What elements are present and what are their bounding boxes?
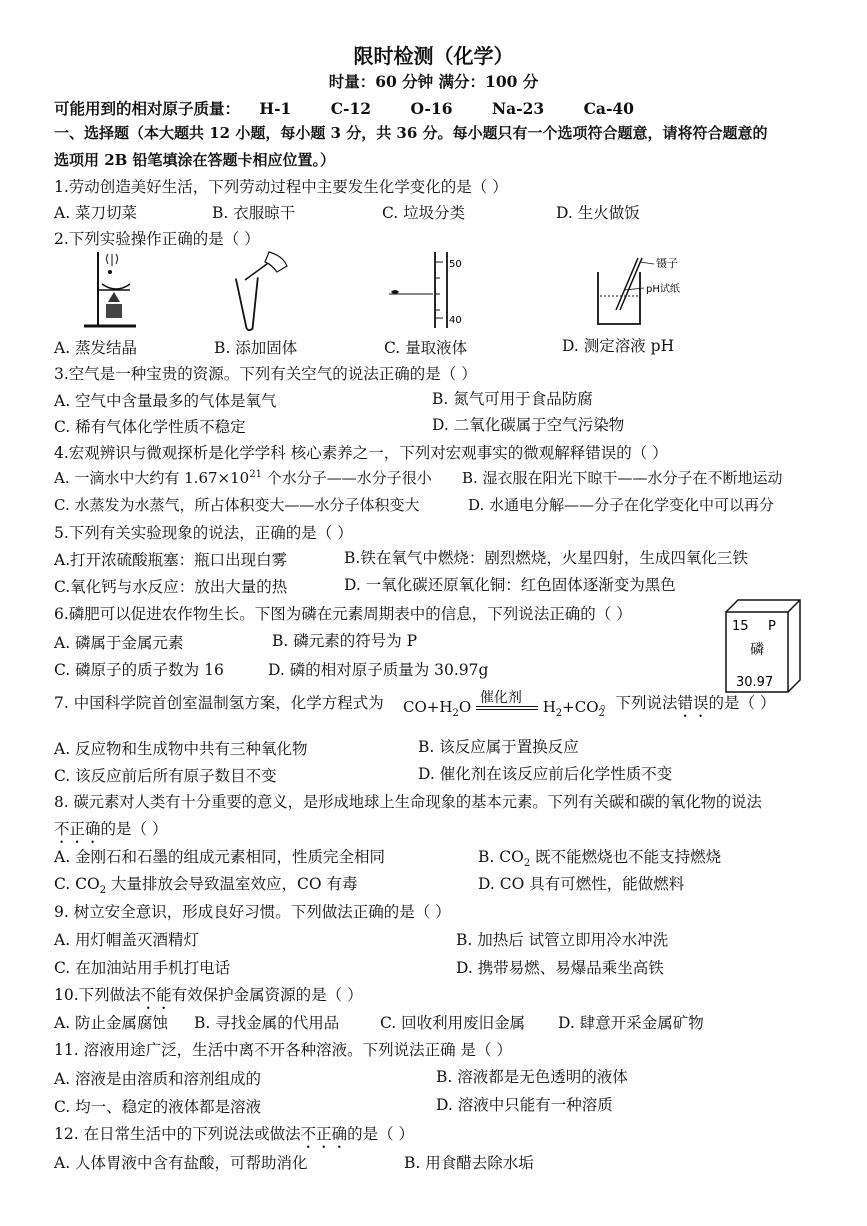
q6-option-d: D. 磷的相对原子质量为 30.97g [268, 661, 489, 679]
q10-stem-post: 有效保护金属资源的是（ ） [171, 986, 363, 1004]
q8-option-c [54, 872, 358, 896]
adding-solid-figure [225, 250, 295, 332]
q11-option-c: C. 均一、稳定的液体都是溶液 [54, 1098, 262, 1116]
evaporation-apparatus-figure [80, 250, 150, 332]
atomic-mass-h: H-1 [259, 99, 292, 118]
q9-option-a: A. 用灯帽盖灭酒精灯 [54, 931, 200, 949]
q6-option-b: B. 磷元素的符号为 P [272, 632, 418, 650]
q5-option-a: A.打开浓硫酸瓶塞：瓶口出现白雾 [54, 551, 288, 569]
q11-stem: 11. 溶液用途广泛，生活中离不开各种溶液。下列说法正确 是（ ） [54, 1041, 512, 1059]
q7-option-a: A. 反应物和生成物中共有三种氧化物 [54, 740, 308, 758]
q7-emphasis: 错误 [677, 694, 709, 712]
eq-reactant-co-h: CO+H [403, 698, 453, 716]
atomic-mass-na: Na-23 [491, 99, 545, 118]
phosphorus-element-card [722, 598, 804, 698]
q8-option-d: D. CO 具有可燃性，能做燃料 [478, 875, 685, 893]
eq-catalyst: 催化剂 [479, 690, 522, 706]
q10-emphasis: 不能 [140, 986, 172, 1004]
eq-product-h: H [542, 698, 556, 716]
q9-option-d: D. 携带易燃、易爆品乘坐高铁 [456, 959, 664, 977]
q3-option-d: D. 二氧化碳属于空气污染物 [432, 416, 625, 434]
q8-c-post: 大量排放会导致温室效应，CO 有毒 [106, 875, 358, 893]
q8-stem-line1: 8. 碳元素对人类有十分重要的意义，是形成地球上生命现象的基本元素。下列有关碳和碳的氧化物的说法 [54, 793, 762, 811]
q10-option-a: A. 防止金属腐蚀 [54, 1014, 169, 1032]
page-title: 限时检测（化学） [353, 44, 514, 68]
ph-paper-label: pH试纸 [646, 284, 680, 295]
q4-option-c: C. 水蒸发为水蒸气，所占体积变大——水分子体积变大 [54, 496, 420, 514]
q3-stem: 3.空气是一种宝贵的资源。下列有关空气的说法正确的是（ ） [54, 365, 477, 383]
q1-option-c: C. 垃圾分类 [382, 204, 466, 222]
q4-stem: 4.宏观辨识与微观探析是化学学科 核心素养之一，下列对宏观事实的微观解释错误的（ ） [54, 444, 668, 462]
q8-option-a: A. 金刚石和石墨的组成元素相同，性质完全相同 [54, 848, 386, 866]
q4-option-b: B. 湿衣服在阳光下晾干——水分子在不断地运动 [462, 469, 783, 487]
q3-option-a: A. 空气中含量最多的气体是氧气 [54, 392, 277, 410]
q5-option-c: C.氧化钙与水反应：放出大量的热 [54, 578, 288, 596]
element-name: 磷 [750, 642, 764, 658]
q10-option-c: C. 回收利用废旧金属 [380, 1014, 526, 1032]
q7-option-b: B. 该反应属于置换反应 [418, 738, 579, 756]
q7-stem: 7. 中国科学院首创室温制氢方案，化学方程式为 [54, 694, 384, 712]
element-symbol: P [768, 619, 776, 634]
tweezers-label: 镊子 [656, 257, 678, 270]
q7-stem-tail [600, 691, 775, 721]
q10-option-d: D. 肆意开采金属矿物 [558, 1014, 704, 1032]
graduated-cylinder-figure [385, 248, 470, 333]
q7-stem-tail-pre: 。下列说法 [600, 694, 678, 712]
q12-stem-post: 的是（ ） [347, 1125, 415, 1143]
q8-b-sub: 2 [523, 858, 531, 870]
q2-stem: 2.下列实验操作正确的是（ ） [54, 230, 260, 248]
element-atomic-number: 15 [732, 619, 749, 634]
atomic-mass-row [54, 97, 634, 119]
q10-stem-pre: 10.下列做法 [54, 986, 141, 1004]
q12-stem-pre: 12. 在日常生活中的下列说法或做法 [54, 1125, 301, 1143]
eq-sub-h2: 2 [555, 708, 563, 719]
q9-option-c: C. 在加油站用手机打电话 [54, 959, 231, 977]
section-heading-line1: 一、选择题（本大题共 12 小题，每小题 3 分，共 36 分。每小题只有一个选项符合题意，请将符合题意的 [54, 124, 768, 142]
q4-a-post: 个水分子——水分子很小 [261, 469, 432, 487]
q7-option-c: C. 该反应前后所有原子数目不变 [54, 767, 277, 785]
q11-option-d: D. 溶液中只能有一种溶质 [436, 1096, 613, 1114]
q5-option-d: D. 一氧化碳还原氧化铜：红色固体逐渐变为黑色 [344, 576, 676, 594]
q11-option-b: B. 溶液都是无色透明的液体 [436, 1068, 628, 1086]
element-atomic-mass: 30.97 [736, 675, 774, 690]
q7-option-d: D. 催化剂在该反应前后化学性质不变 [418, 765, 673, 783]
q10-stem [54, 983, 363, 1013]
q8-emphasis: 不正确 [54, 820, 101, 838]
q6-stem: 6.磷肥可以促进农作物生长。下图为磷在元素周期表中的信息，下列说法正确的（ ） [54, 605, 632, 623]
cylinder-scale-top: 50 [449, 259, 462, 270]
q6-option-c: C. 磷原子的质子数为 16 [54, 661, 224, 679]
q6-option-a: A. 磷属于金属元素 [54, 634, 184, 652]
cylinder-scale-bottom: 40 [449, 315, 462, 326]
section-heading-line2: 选项用 2B 铅笔填涂在答题卡相应位置。） [54, 151, 336, 169]
eq-product-co: +CO [562, 698, 599, 716]
q12-emphasis: 不正确 [300, 1125, 348, 1143]
q8-stem-line2 [54, 817, 167, 847]
q10-option-b: B. 寻找金属的代用品 [194, 1014, 340, 1032]
eq-sub-h2o: 2 [452, 708, 459, 719]
ph-test-figure [594, 250, 704, 330]
atomic-mass-label: 可能用到的相对原子质量： [54, 99, 241, 118]
q2-option-d: D. 测定溶液 pH [562, 337, 675, 355]
q4-a-pre: A. 一滴水中大约有 1.67×10 [54, 469, 250, 487]
q4-option-d: D. 水通电分解——分子在化学变化中可以再分 [468, 496, 775, 514]
atomic-mass-ca: Ca-40 [583, 99, 634, 118]
q9-stem: 9. 树立安全意识，形成良好习惯。下列做法正确的是（ ） [54, 903, 451, 921]
q5-stem: 5.下列有关实验现象的说法，正确的是（ ） [54, 524, 353, 542]
atomic-mass-c: C-12 [330, 99, 372, 118]
q9-option-b: B. 加热后 试管立即用冷水冲洗 [456, 931, 669, 949]
q8-stem-tail: 的是（ ） [100, 820, 168, 838]
q1-option-b: B. 衣服晾干 [212, 204, 296, 222]
q11-option-a: A. 溶液是由溶质和溶剂组成的 [54, 1070, 262, 1088]
q2-option-c: C. 量取液体 [384, 339, 468, 357]
q2-option-a: A. 蒸发结晶 [54, 339, 138, 357]
q1-stem: 1.劳动创造美好生活，下列劳动过程中主要发生化学变化的是（ ） [54, 178, 508, 196]
q3-option-b: B. 氮气可用于食品防腐 [432, 390, 593, 408]
eq-sub-co2: 2 [598, 708, 605, 719]
q8-c-sub: 2 [99, 885, 107, 897]
q8-b-pre: B. CO [478, 848, 524, 866]
eq-arrow [476, 690, 538, 715]
q12-stem [54, 1122, 414, 1152]
q4-option-a [54, 467, 432, 488]
q3-option-c: C. 稀有气体化学性质不稳定 [54, 418, 246, 436]
atomic-mass-o: O-16 [410, 99, 453, 118]
q12-option-a: A. 人体胃液中含有盐酸，可帮助消化 [54, 1154, 308, 1172]
q4-a-exponent: 21 [249, 469, 262, 480]
exam-time-info: 时量：60 分钟 满分：100 分 [328, 72, 539, 91]
q8-option-b [478, 845, 721, 869]
q8-b-post: 既不能燃烧也不能支持燃烧 [530, 848, 722, 866]
q7-stem-tail-post: 的是（ ） [708, 694, 776, 712]
chem-equation [403, 690, 605, 719]
q1-option-d: D. 生火做饭 [556, 204, 640, 222]
q5-option-b: B.铁在氧气中燃烧：剧烈燃烧，火星四射，生成四氧化三铁 [344, 549, 748, 567]
q8-c-pre: C. CO [54, 875, 100, 893]
q2-option-b: B. 添加固体 [214, 339, 298, 357]
q12-option-b: B. 用食醋去除水垢 [404, 1154, 534, 1172]
eq-reactant-o: O [458, 698, 472, 716]
q1-option-a: A. 菜刀切菜 [54, 204, 138, 222]
